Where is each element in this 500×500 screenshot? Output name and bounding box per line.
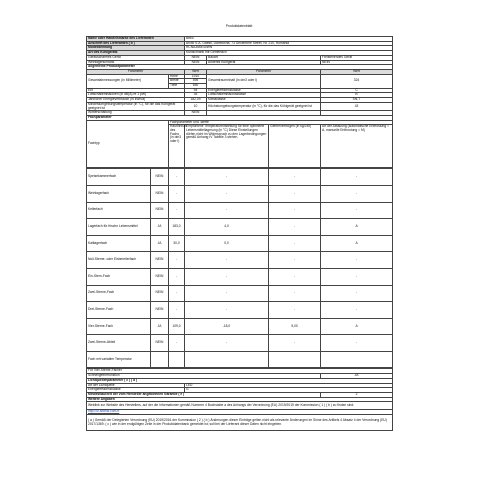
compartment-freeze: - [269,169,321,186]
general-row-value: 94 [185,88,207,93]
dims-label: Gesamtabmessungen (in Millimeter) [87,74,169,88]
doc-title: Produktdatenblatt [225,24,253,28]
general-row-value-2: SN-T [321,98,393,103]
product-data-sheet [86,24,392,431]
compartment-present: NEIN [151,252,169,269]
light-class-value: G [185,388,393,393]
compartment-temp: -18,0 [185,318,269,335]
col-temp-header: Empfohlene Temperatureinstellung für eine optimierte Lebensmittellagerung (in °C) Diese Einstellungen dürfen nicht im Widerspruch zu den Lagerbedingungen gemäß Anhang IV Tabelle 3 stehen. [185,125,269,168]
col-defrost-header: Art der Abtauung (automatische Entfrostung = A, manuelle Entfrostung = M) [321,125,393,168]
compartment-row [87,169,393,186]
compartment-present [151,351,169,368]
fast-freeze-value: JA [321,374,393,379]
dim-value: 595 [185,79,207,84]
compartment-temp [185,351,269,368]
col-freeze-header: Gefriervermögen (in kg/24h) [269,125,321,168]
compartment-present: NEIN [151,202,169,219]
col-volume-header: Rauminhalt des Fachs (in dm3 oder l) [169,125,185,168]
compartment-present: NEIN [151,169,169,186]
supplier-name-label: Name oder Handelsmarke des Lieferanten [87,37,185,42]
compartment-row [87,285,393,302]
compartment-temp: - [185,285,269,302]
compartment-defrost: - [321,335,393,352]
device-type-value: Kühlschrank mit Gefrierfach [185,51,393,56]
compartment-temp: - [185,268,269,285]
compartment-row [87,351,393,368]
compartment-temp: 4,0 [185,219,269,236]
compartment-row [87,235,393,252]
compartment-freeze: - [269,219,321,236]
compartment-temp: - [185,302,269,319]
compartment-freeze: - [269,335,321,352]
warranty-label: Mindestlaufzeit der vom Hersteller angebotenen Garantie ( e ) [87,393,321,398]
more-text: Weblink zur Website des Herstellers, auf der die Informationen gemäß Nummer 4 Buchstabe a des Anhangs der Verordnung (EU) 2019/2019 der Kommission ( 1 ) ( b ) zu finden sind: [87,402,393,410]
more-heading: Weitere Angaben [87,397,393,402]
general-row-label-2: Luftschallemissionsklasse [207,93,321,98]
general-row-label: Winterschaltung [87,111,185,116]
general-row-label: Mindestumgebungstemperatur (in °C), für die das Kühlgerät geeignet ist [87,102,185,110]
compartment-vol: - [169,285,185,302]
volume-value: 324 [321,74,393,88]
compartment-present: NEIN [151,268,169,285]
device-type-label: Art des Kühlgeräts [87,51,185,56]
light-class-label: Energieeffizienzklasse [87,388,185,393]
compartment-freeze: - [269,285,321,302]
volume-label: Gesamtrauminhalt (in dm3 oder l) [207,74,321,88]
fast-freeze-label: Schnellgefrierfunktion [87,374,321,379]
compartment-row [87,185,393,202]
device-row-value-2: NEIN [321,60,393,65]
compartment-freeze: 5,00 [269,318,321,335]
supplier-name: Beko [185,37,393,42]
compartment-row [87,268,393,285]
compartment-freeze: - [269,202,321,219]
light-type-label: Art der Lichtquelle [87,383,185,388]
compartment-defrost: - [321,252,393,269]
compartment-name: Zwei-Sterne-Fach [87,285,151,302]
compartment-temp: - [185,169,269,186]
general-row-value: 182,09 [185,98,207,103]
compartment-row [87,252,393,269]
device-row-value-2: Freistehendes Gerät [321,55,393,60]
compartment-defrost: - [321,285,393,302]
compartment-name: Weinlagerfach [87,185,151,202]
compartment-defrost [321,351,393,368]
compartment-present: NEIN [151,185,169,202]
device-row-label-2: Bauart [207,55,321,60]
general-row-value-2: B [321,93,393,98]
compartment-row [87,335,393,352]
model-value: RCNA366E40WN [185,46,393,51]
compartment-vol: - [169,302,185,319]
device-row-value: NEIN [185,55,207,60]
device-row-value: NEIN [185,60,207,65]
compartment-defrost: - [321,169,393,186]
compartment-vol: - [169,268,185,285]
compartment-present: JA [151,235,169,252]
compartment-defrost: - [321,202,393,219]
fachtyp-header: Fachtyp [87,120,169,168]
compartment-vol: - [169,169,185,186]
compartment-freeze: - [269,235,321,252]
general-row-label: Jährlicher Energieverbrauch (in kWh/a) [87,98,185,103]
light-type-value: LED [185,383,393,388]
general-row-value: NEIN [185,111,207,116]
compartment-name: Ein-Stern-Fach [87,268,151,285]
general-row-value: 35 [185,93,207,98]
compartment-defrost: - [321,268,393,285]
compartment-row [87,219,393,236]
compartment-defrost: A [321,318,393,335]
compartment-defrost: - [321,185,393,202]
compartment-name: Drei-Sterne-Fach [87,302,151,319]
footnote: ( a ) Gemäß der Delegierten Verordnung (EU) 2019/2016 der Kommission ( 2 ) ( b ) Änderungen dieser Einträge gelten nicht als relevante Änderungen im Sinne des Artikels 4 Absatz 4 der Verordnung (EU) 2017/1369. ( c ) wie in der endgültigen Zeile in der Produktdatenbank gemeldet ist; soll bei der Lieferant dieser Daten nicht eingeben. [87,415,393,431]
compartment-rows [86,168,393,368]
general-col-value: Wert [185,69,207,74]
compartment-name: Kellerfach [87,202,151,219]
compartment-present: JA [151,318,169,335]
compartment-defrost: A [321,235,393,252]
compartment-vol: - [169,202,185,219]
general-col-param-2: Parameter [207,69,321,74]
compartment-present: NEIN [151,335,169,352]
compartment-group-header: Fachparameter und -werte [169,120,393,125]
four-star-label: Für Vier-Sterne-Fächer [87,369,393,374]
compartment-row [87,318,393,335]
general-row-label: Luftschallemissionen (in dB(A) re 1 pW) [87,93,185,98]
compartment-name: Null-Sterne- oder Eisbereiterfach [87,252,151,269]
compartment-defrost: - [321,302,393,319]
compartment-present: JA [151,219,169,236]
compartment-row [87,302,393,319]
compartment-temp: - [185,202,269,219]
dim-value: 650 [185,84,207,89]
general-col-value-2: Wert [321,69,393,74]
compartment-name: Vier-Sterne-Fach [87,318,151,335]
device-row-label: Weinlagerschrank [87,60,185,65]
compartment-temp: - [185,185,269,202]
compartment-freeze: - [269,268,321,285]
general-heading: Allgemeine Produktparameter [87,65,393,70]
compartment-row [87,202,393,219]
general-col-param: Parameter [87,69,185,74]
supplier-address: Arctic S.A. Gaesti, Dambovita, 73 Decembrie Street, Nr. 210, Romania [185,41,393,46]
dim-value: 1910 [185,74,207,79]
compartment-vol: 183,0 [169,219,185,236]
compartment-defrost: A [321,219,393,236]
dim-label: Höhe [169,74,185,79]
general-row-value-2: C [321,88,393,93]
warranty-value: 2 [321,393,393,398]
compartment-name: Fach mit variabler Temperatur [87,351,151,368]
compartment-heading: Fachparameter [87,115,393,120]
compartment-name: Speisekammerfach [87,169,151,186]
compartment-present: NEIN [151,302,169,319]
sheet-table [86,36,393,168]
general-row-label: EEI [87,88,185,93]
general-row-label-2: Klimaklasse [207,98,321,103]
compartment-vol: - [169,252,185,269]
compartment-freeze: - [269,302,321,319]
compartment-name: Lagerfach für frische Lebensmittel [87,219,151,236]
device-row-label: Geräuscharmes Gerät [87,55,185,60]
compartment-vol: 30,0 [169,235,185,252]
compartment-vol: 109,0 [169,318,185,335]
compartment-temp: - [185,335,269,352]
compartment-freeze: - [269,185,321,202]
general-row-label-2: Höchstumgebungstemperatur (in °C), für die das Kühlgerät geeignet ist [207,102,321,110]
compartment-name: Kaltlagerfach [87,235,151,252]
dim-label: Breite [169,79,185,84]
dim-label: Tiefe [169,84,185,89]
compartment-vol: - [169,335,185,352]
model-label: Modellkennung [87,46,185,51]
compartment-vol [169,351,185,368]
compartment-present: NEIN [151,285,169,302]
sheet-table-bottom [86,368,393,431]
compartment-name: Zwei-Sterne-Abteil [87,335,151,352]
compartment-vol: - [169,185,185,202]
compartment-freeze [269,351,321,368]
manufacturer-link[interactable]: http://ui.arcelik.com.tr [88,409,120,414]
general-row-label-2: Energieeffizienzklasse [207,88,321,93]
compartment-temp: 0,0 [185,235,269,252]
general-row-value-2: 43 [321,102,393,110]
compartment-freeze: - [269,252,321,269]
light-heading: Lichtquellenparameter ( c ) ( d ) [87,378,393,383]
supplier-address-label: Anschrift des Lieferanten ( b ) [87,41,185,46]
device-row-label-2: Anderes Kühlgerät [207,60,321,65]
compartment-temp: - [185,252,269,269]
general-row-value: 10 [185,102,207,110]
